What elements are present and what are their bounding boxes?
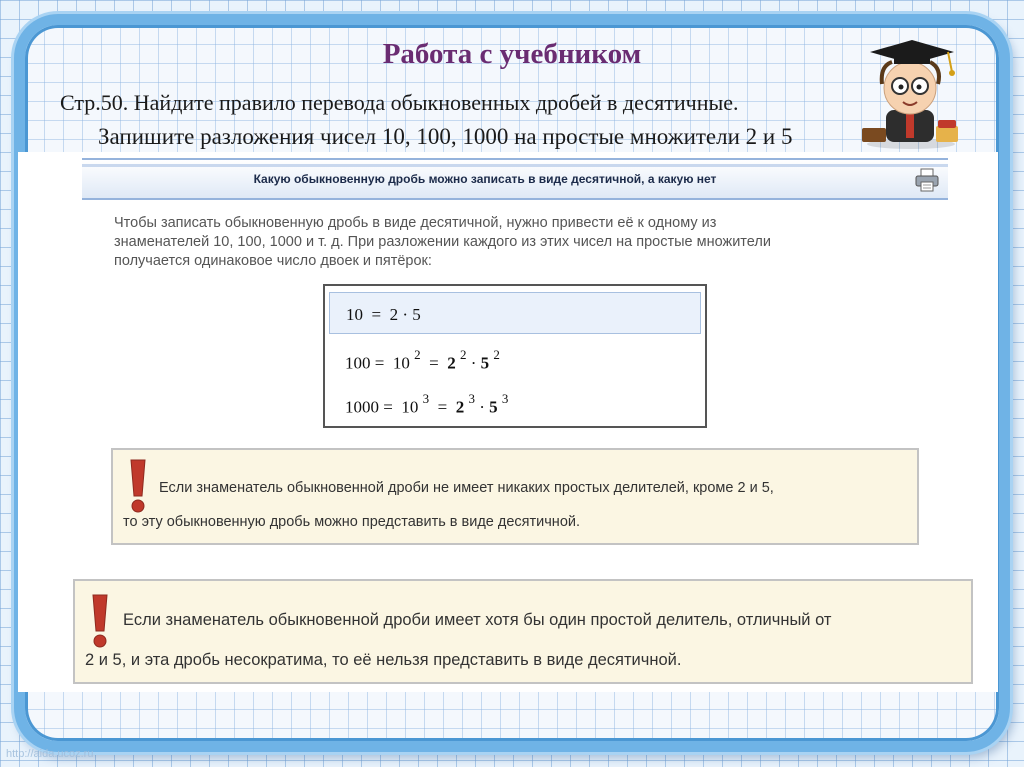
rule-paragraph-line: Чтобы записать обыкновенную дробь в виде десятичной, нужно привести её к одному из bbox=[114, 215, 717, 231]
equation-row-100: 100 = 10 $^2$ = 2 $^2$ · 5 $^2$ bbox=[345, 347, 500, 373]
note-line: Если знаменатель обыкновенной дроби не имеет никаких простых делителей, кроме 2 и 5, bbox=[159, 480, 774, 496]
panel-header-text: Какую обыкновенную дробь можно записать в виде десятичной, а какую нет bbox=[253, 172, 717, 186]
factorization-table bbox=[323, 284, 707, 428]
textbook-screenshot bbox=[18, 152, 998, 692]
exclamation-icon bbox=[127, 458, 149, 514]
panel-header bbox=[82, 158, 948, 200]
note-line: 2 и 5, и эта дробь несократима, то её нельзя представить в виде десятичной. bbox=[85, 651, 682, 669]
rule-note-decimal bbox=[111, 448, 919, 545]
printer-icon[interactable] bbox=[914, 167, 940, 193]
task-line-1: Стр.50. Найдите правило перевода обыкновенных дробей в десятичные. bbox=[60, 90, 739, 115]
note-line: то эту обыкновенную дробь можно представить в виде десятичной. bbox=[123, 514, 581, 530]
rule-paragraph-line: знаменателей 10, 100, 1000 и т. д. При разложении каждого из этих чисел на простые множители bbox=[114, 234, 771, 250]
task-line-2: Запишите разложения чисел 10, 100, 1000 на простые множители 2 и 5 bbox=[98, 124, 793, 149]
equation-row-1000: 1000 = 10 $^3$ = 2 $^3$ · 5 $^3$ bbox=[345, 391, 509, 417]
slide-title: Работа с учебником bbox=[382, 38, 642, 70]
rule-paragraph-line: получается одинаковое число двоек и пятёрок: bbox=[114, 253, 432, 269]
student-mascot-icon bbox=[856, 38, 966, 150]
rule-paragraph bbox=[114, 214, 914, 271]
note-line: Если знаменатель обыкновенной дроби имеет хотя бы один простой делитель, отличный от bbox=[123, 611, 832, 629]
watermark: http://aida.ucoz.ru bbox=[6, 748, 94, 760]
rule-note-non-decimal bbox=[73, 579, 973, 684]
exclamation-icon bbox=[89, 591, 111, 651]
equation-row-10: 10 = 2 · 5 bbox=[329, 292, 701, 334]
